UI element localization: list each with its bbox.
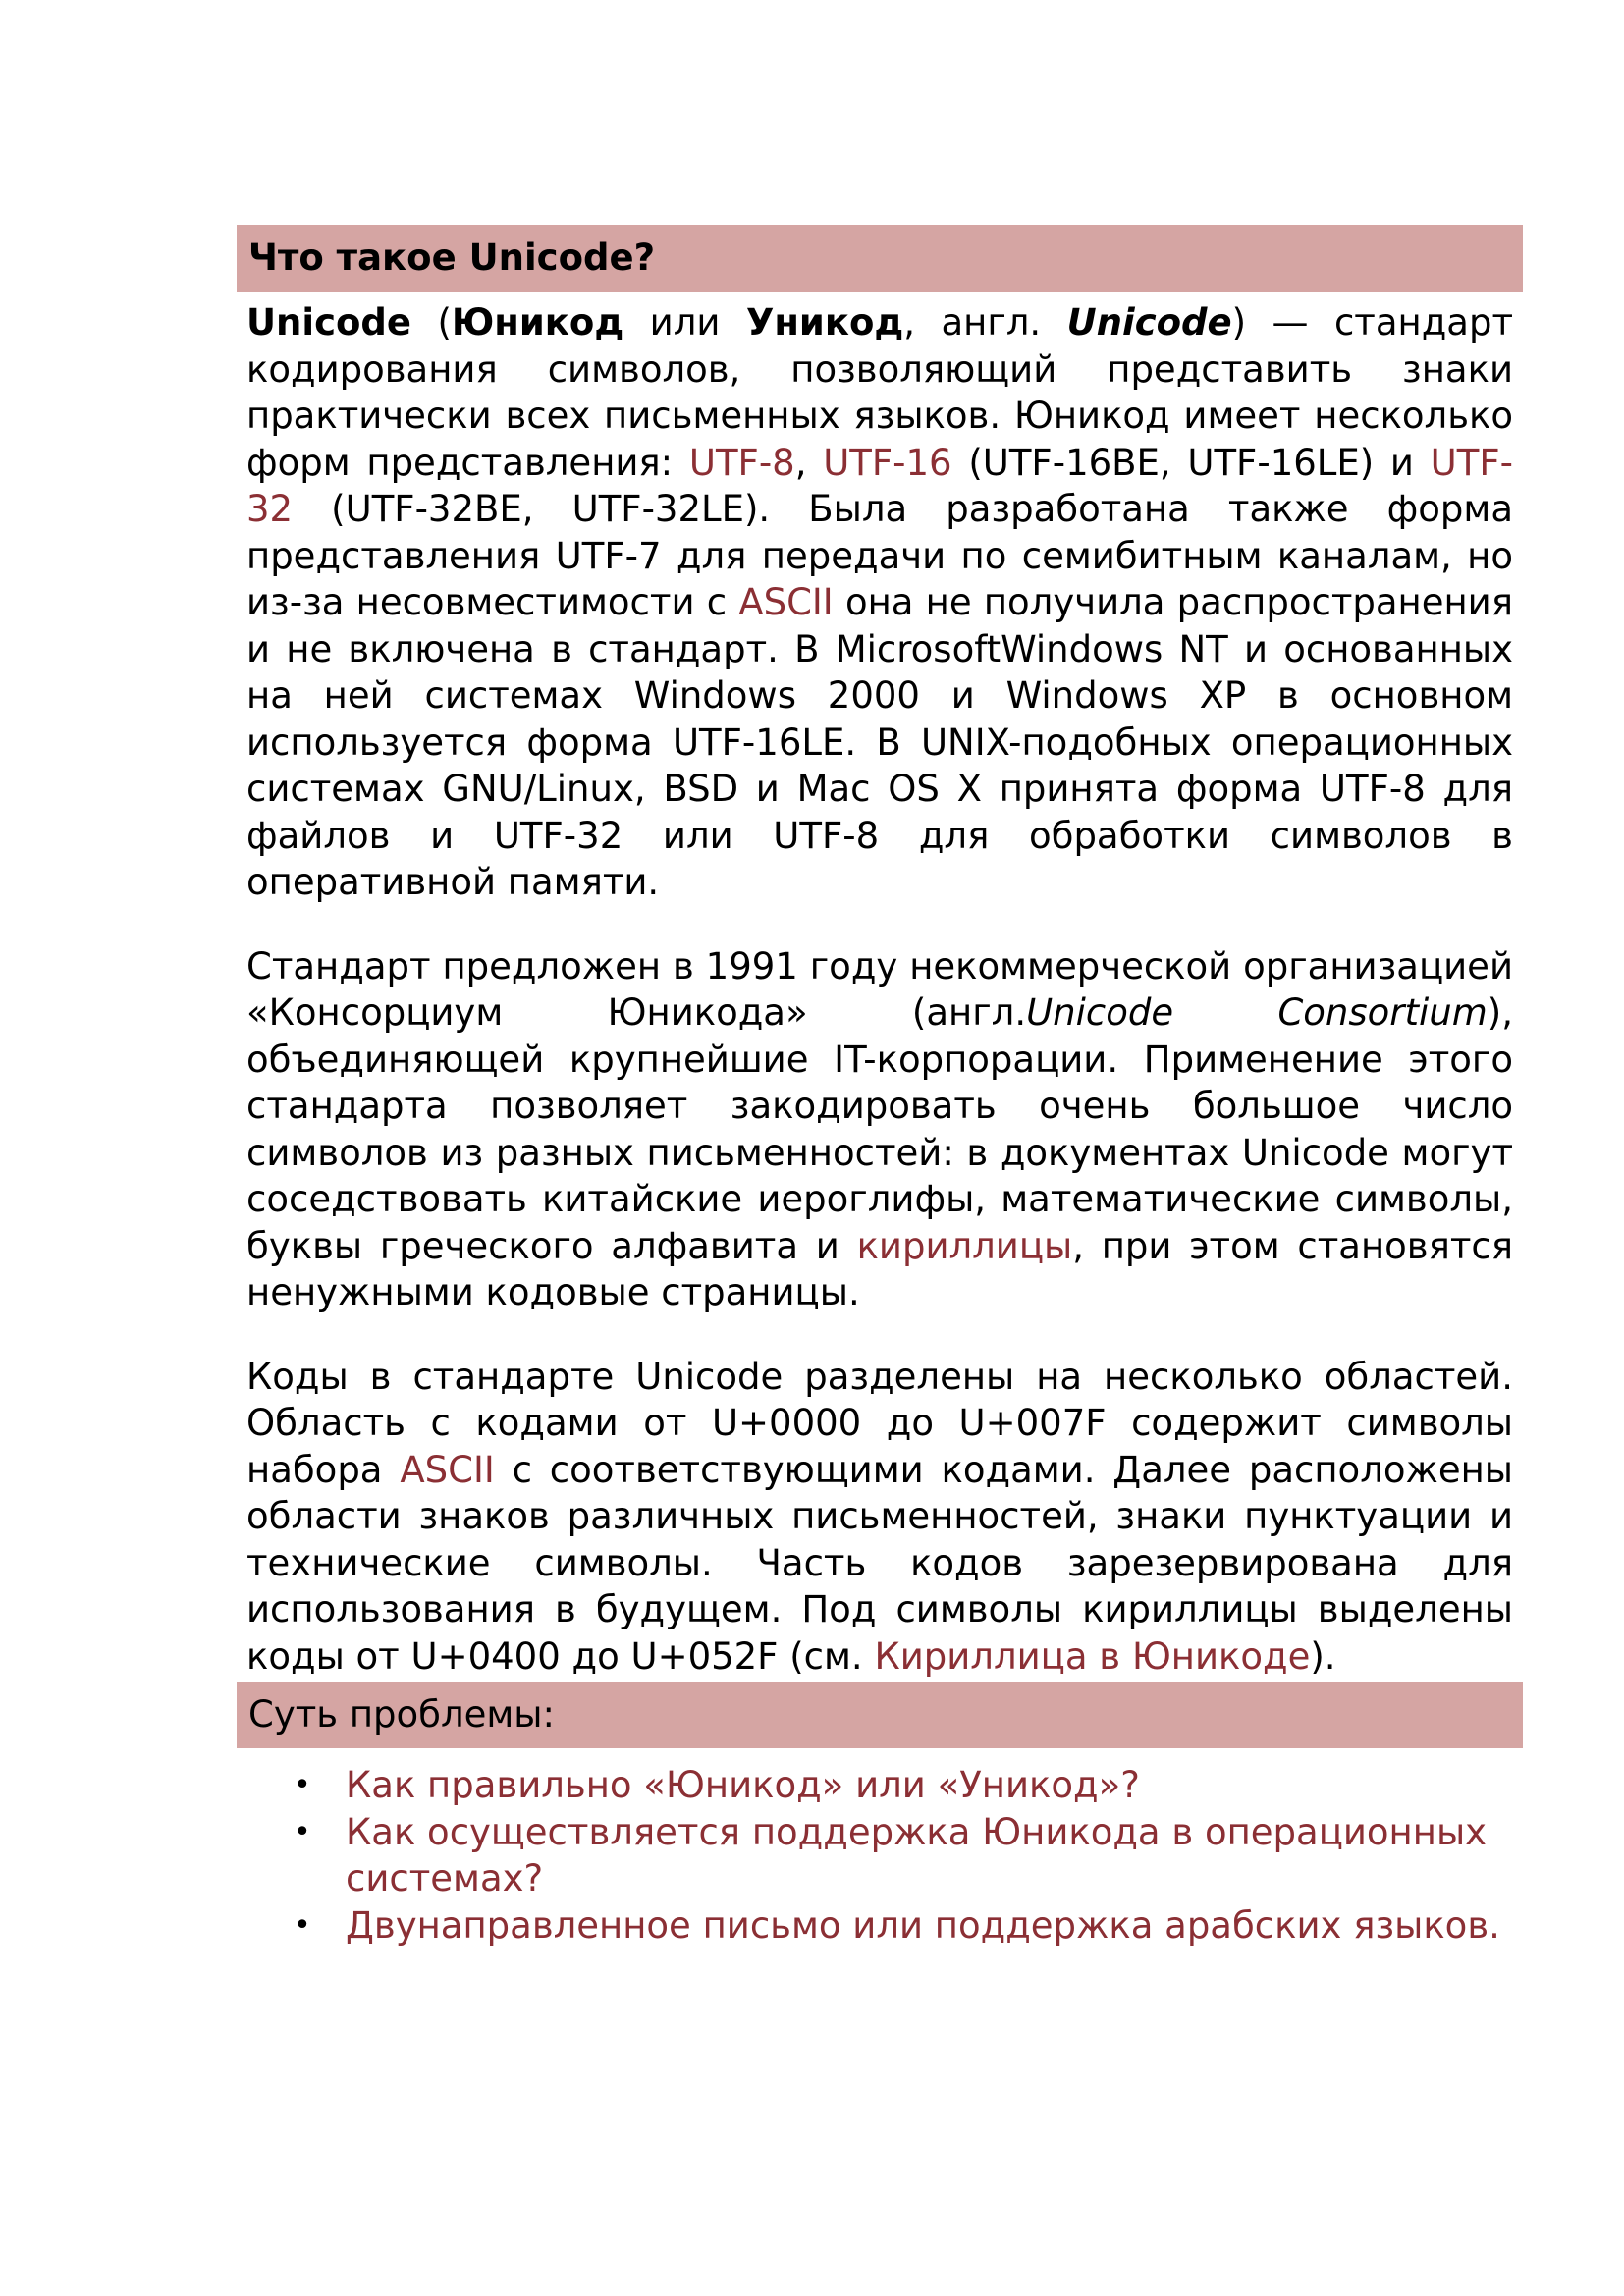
- text-run: ,: [794, 441, 824, 484]
- text-run: Стандарт предложен в 1991 году некоммерческой организацией «Консорциум Юникода» (англ.: [246, 944, 1513, 1034]
- text-run: она не получила распространения и не включена в стандарт. В MicrosoftWindows NT и основанных на ней системах Windows 2000 и Windows XP в основном используется форма UTF-16LE. В UNIX-подобных операционных системах GNU/Linux, BSD и Mac OS X принята форма UTF-8 для файлов и UTF-32 или UTF-8 для обработки символов в оперативной памяти.: [246, 581, 1513, 903]
- link-ascii[interactable]: ASCII: [400, 1448, 495, 1491]
- bullet-icon: •: [294, 1768, 311, 1802]
- text-run: , при этом становятся ненужными кодовые страницы.: [246, 1224, 1513, 1313]
- link-problem-yunikod-or-unikod[interactable]: Как правильно «Юникод» или «Уникод»?: [346, 1764, 1140, 1806]
- text-run: ).: [1310, 1634, 1336, 1678]
- bullet-icon: •: [294, 1907, 311, 1943]
- link-problem-os-support[interactable]: Как осуществляется поддержка Юникода в операционных системах?: [346, 1810, 1488, 1899]
- link-utf-16[interactable]: UTF-16: [823, 441, 952, 484]
- bullet-icon: •: [294, 1814, 311, 1849]
- list-item: [237, 1809, 1523, 1902]
- link-cyrillic[interactable]: кириллицы: [856, 1224, 1073, 1267]
- paragraph-code-ranges: [237, 1354, 1523, 1681]
- term-unikod: Уникод: [745, 301, 904, 344]
- link-utf-32[interactable]: UTF-32: [246, 441, 1513, 530]
- text-run: (: [411, 301, 452, 344]
- document-page: [237, 225, 1523, 1949]
- text-run: , англ.: [903, 301, 1067, 344]
- term-unicode: Unicode: [246, 301, 411, 344]
- text-run: ) — стандарт кодирования символов, позволяющий представить знаки практически всех письменных языков. Юникод имеет несколько форм представления:: [246, 301, 1514, 484]
- list-item: [237, 1902, 1523, 1949]
- section-heading-problem: [237, 1682, 1523, 1748]
- list-item: [237, 1762, 1523, 1809]
- section-heading-what-is-unicode: [237, 225, 1523, 292]
- text-run: (UTF-16BE, UTF-16LE) и: [951, 441, 1431, 484]
- text-run: ), объединяющей крупнейшие IT-корпорации. Применение этого стандарта позволяет закодировать очень большое число символов из разных письменностей: в документах Unicode могут соседствовать китайские иероглифы, математические символы, буквы греческого алфавита и: [246, 991, 1513, 1267]
- term-yunikod: Юникод: [451, 301, 624, 344]
- term-unicode-consortium: Unicode Consortium: [1026, 991, 1488, 1034]
- text-run: с соответствующими кодами. Далее расположены области знаков различных письменностей, знаки пунктуации и технические символы. Часть кодов зарезервирована для использования в будущем. Под символы кириллицы выделены коды от U+0400 до U+052F (см.: [246, 1448, 1513, 1678]
- paragraph-unicode-consortium: [237, 943, 1523, 1316]
- term-unicode-english: Unicode: [1066, 301, 1232, 344]
- text-run: или: [623, 301, 746, 344]
- link-cyrillic-in-unicode[interactable]: Кириллица в Юникоде: [874, 1634, 1311, 1678]
- text-run: (UTF-32BE, UTF-32LE). Была разработана также форма представления UTF-7 для передачи по семибитным каналам, но из-за несовместимости с: [246, 488, 1513, 623]
- section-heading-text: Что такое Unicode?: [248, 237, 656, 279]
- link-utf-8[interactable]: UTF-8: [688, 441, 795, 484]
- text-run: Коды в стандарте Unicode разделены на несколько областей. Область с кодами от U+0000 до U+007F содержит символы набора: [246, 1355, 1513, 1491]
- link-problem-bidirectional-text[interactable]: Двунаправленное письмо или поддержка арабских языков.: [346, 1903, 1500, 1947]
- paragraph-unicode-definition: [237, 299, 1523, 906]
- section-heading-text: Суть проблемы:: [248, 1693, 555, 1735]
- problem-link-list: [237, 1762, 1523, 1949]
- link-ascii[interactable]: ASCII: [738, 581, 834, 623]
